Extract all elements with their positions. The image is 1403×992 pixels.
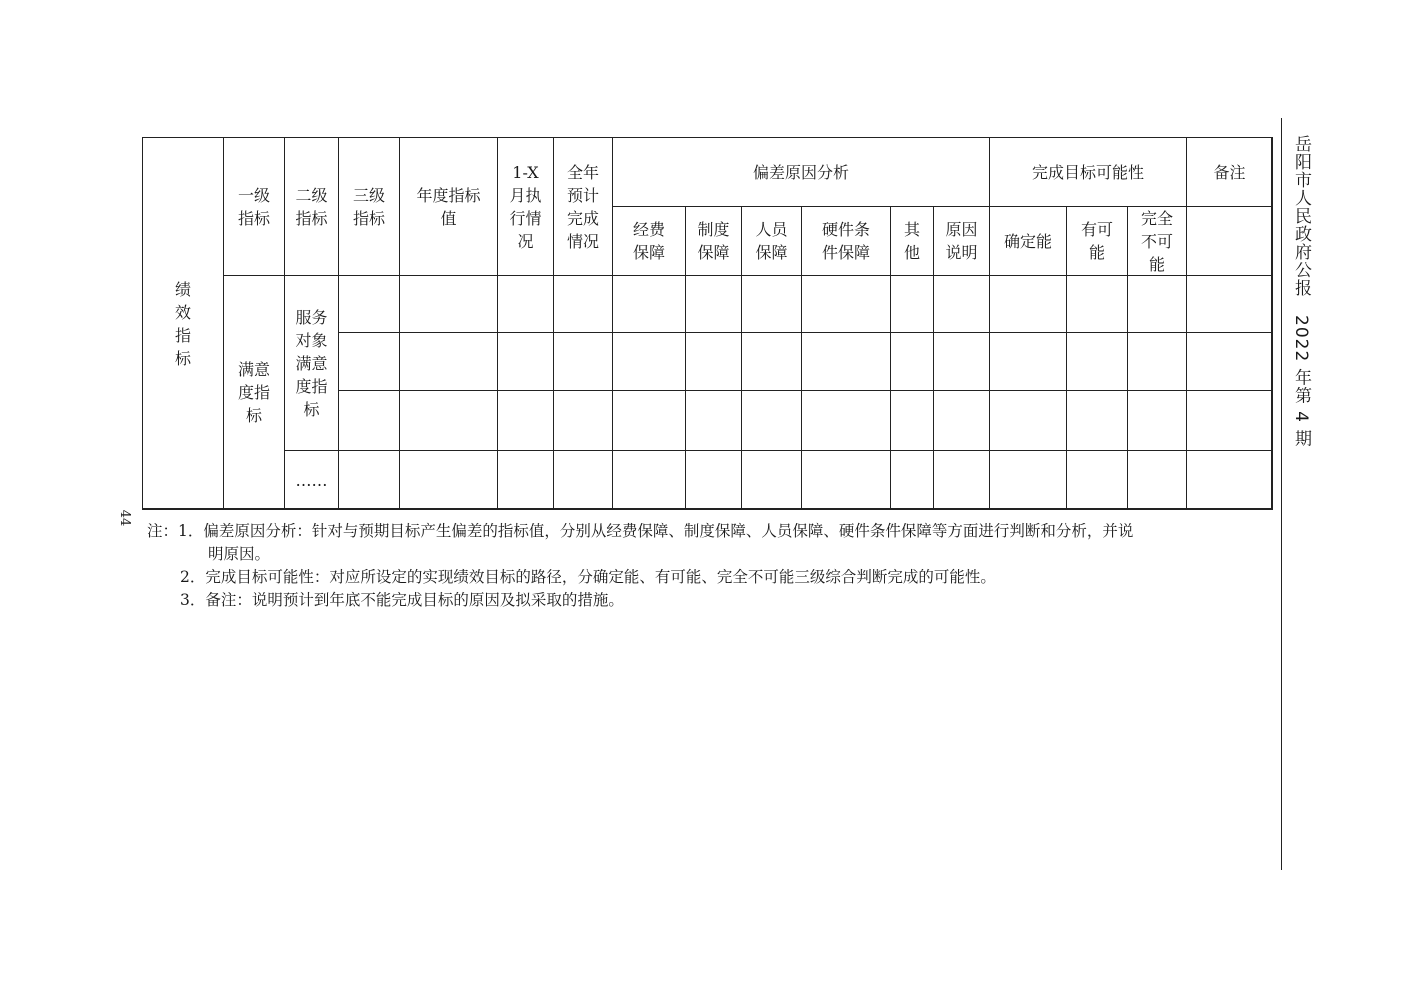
body-ellipsis-text: …… (295, 470, 328, 490)
table-cell (801, 390, 891, 451)
body-level2-service-satisfaction-text: 服务 对象 满意 度指 标 (295, 307, 328, 419)
subheader-impossible-text: 完全 不可 能 (1140, 208, 1173, 274)
subheader-reason-text: 原因 说明 (945, 220, 978, 262)
table-cell (612, 332, 686, 391)
body-level2-service-satisfaction (284, 275, 339, 451)
header-annual-target (399, 137, 498, 276)
table-cell (1186, 390, 1273, 451)
header-full-year-text: 全年 预计 完成 情况 (566, 162, 599, 251)
subheader-funding-text: 经费 保障 (632, 220, 665, 262)
header-1x-month-text: 1-X 月执 行情 况 (509, 162, 542, 251)
table-cell (741, 450, 802, 510)
table-cell (685, 275, 742, 333)
table-cell (1127, 390, 1187, 451)
header-level3 (338, 137, 400, 276)
header-level3-text: 三级 指标 (352, 185, 385, 228)
table-cell (553, 390, 613, 451)
header-1x-month (497, 137, 554, 276)
header-rule (1281, 118, 1282, 870)
table-cell (933, 390, 990, 451)
table-cell (497, 275, 554, 333)
table-cell (741, 390, 802, 451)
subheader-hardware (801, 206, 891, 276)
note-3: 3．备注：说明预计到年底不能完成目标的原因及拟采取的措施。 (180, 591, 624, 609)
table-cell (801, 275, 891, 333)
subheader-possible (1066, 206, 1128, 276)
table-cell (741, 332, 802, 391)
table-cell (685, 332, 742, 391)
header-annual-target-text: 年度指标 值 (416, 185, 481, 228)
table-cell (338, 275, 400, 333)
body-ellipsis (284, 450, 339, 510)
body-level1-satisfaction-text: 满意 度指 标 (237, 360, 270, 425)
header-completion-possibility-text: 完成目标可能性 (1031, 162, 1144, 182)
header-remark (1186, 137, 1273, 207)
table-cell (685, 390, 742, 451)
table-cell (497, 390, 554, 451)
subheader-personnel-text: 人员 保障 (755, 220, 788, 262)
note-1: 注：1．偏差原因分析：针对与预期目标产生偏差的指标值，分别从经费保障、制度保障、人员保障、硬件条件保障等方面进行判断和分析，并说 (147, 522, 1134, 540)
page-number: 44 (117, 509, 132, 527)
table-cell (890, 332, 934, 391)
header-deviation-analysis-text: 偏差原因分析 (752, 162, 849, 182)
table-cell (685, 450, 742, 510)
running-header: 岳阳市人民政府公报 2022 年第 4 期 (1291, 135, 1311, 448)
subheader-other (890, 206, 934, 276)
table-cell (933, 275, 990, 333)
header-deviation-analysis (612, 137, 990, 207)
table-cell (1127, 275, 1187, 333)
header-completion-possibility (989, 137, 1187, 207)
table-cell (890, 450, 934, 510)
note-1-continued: 明原因。 (208, 545, 271, 563)
table-cell (989, 332, 1067, 391)
table-cell (741, 275, 802, 333)
table-cell (989, 390, 1067, 451)
body-level1-satisfaction (223, 275, 285, 510)
category-performance-indicator (142, 137, 224, 510)
table-cell (1186, 332, 1273, 391)
table-cell (338, 450, 400, 510)
header-level1-text: 一级 指标 (237, 185, 270, 228)
table-cell (933, 450, 990, 510)
category-performance-indicator-text: 绩 效 指 标 (174, 279, 191, 368)
note-2: 2．完成目标可能性：对应所设定的实现绩效目标的路径，分确定能、有可能、完全不可能三级综合判断完成的可能性。 (180, 568, 996, 586)
table-cell (1066, 332, 1128, 391)
table-cell (989, 275, 1067, 333)
table-cell (1186, 450, 1273, 510)
subheader-other-text: 其 他 (903, 220, 920, 262)
table-cell (1127, 450, 1187, 510)
subheader-system-text: 制度 保障 (697, 220, 730, 262)
subheader-personnel (741, 206, 802, 276)
table-cell (801, 450, 891, 510)
table-cell (399, 275, 498, 333)
table-cell (399, 332, 498, 391)
header-level2 (284, 137, 339, 276)
table-cell (553, 275, 613, 333)
header-remark-text: 备注 (1213, 162, 1246, 182)
table-cell (1066, 450, 1128, 510)
table-cell (801, 332, 891, 391)
subheader-certain-text: 确定能 (1003, 231, 1052, 251)
table-cell (612, 390, 686, 451)
subheader-impossible (1127, 206, 1187, 276)
subheader-hardware-text: 硬件条 件保障 (821, 220, 870, 262)
header-level2-text: 二级 指标 (295, 185, 328, 228)
header-full-year (553, 137, 613, 276)
table-cell (890, 275, 934, 333)
table-cell (497, 332, 554, 391)
table-cell (1066, 275, 1128, 333)
table-cell (399, 450, 498, 510)
subheader-certain (989, 206, 1067, 276)
subheader-remark-blank (1186, 206, 1273, 276)
table-cell (399, 390, 498, 451)
table-cell (1127, 332, 1187, 391)
table-cell (553, 332, 613, 391)
table-cell (890, 390, 934, 451)
subheader-reason (933, 206, 990, 276)
header-level1 (223, 137, 285, 276)
table-cell (933, 332, 990, 391)
table-cell (497, 450, 554, 510)
table-cell (989, 450, 1067, 510)
subheader-funding (612, 206, 686, 276)
table-cell (553, 450, 613, 510)
table-cell (338, 332, 400, 391)
table-cell (338, 390, 400, 451)
table-cell (1066, 390, 1128, 451)
table-cell (612, 450, 686, 510)
subheader-possible-text: 有可 能 (1080, 220, 1113, 262)
table-cell (1186, 275, 1273, 333)
subheader-system (685, 206, 742, 276)
table-cell (612, 275, 686, 333)
